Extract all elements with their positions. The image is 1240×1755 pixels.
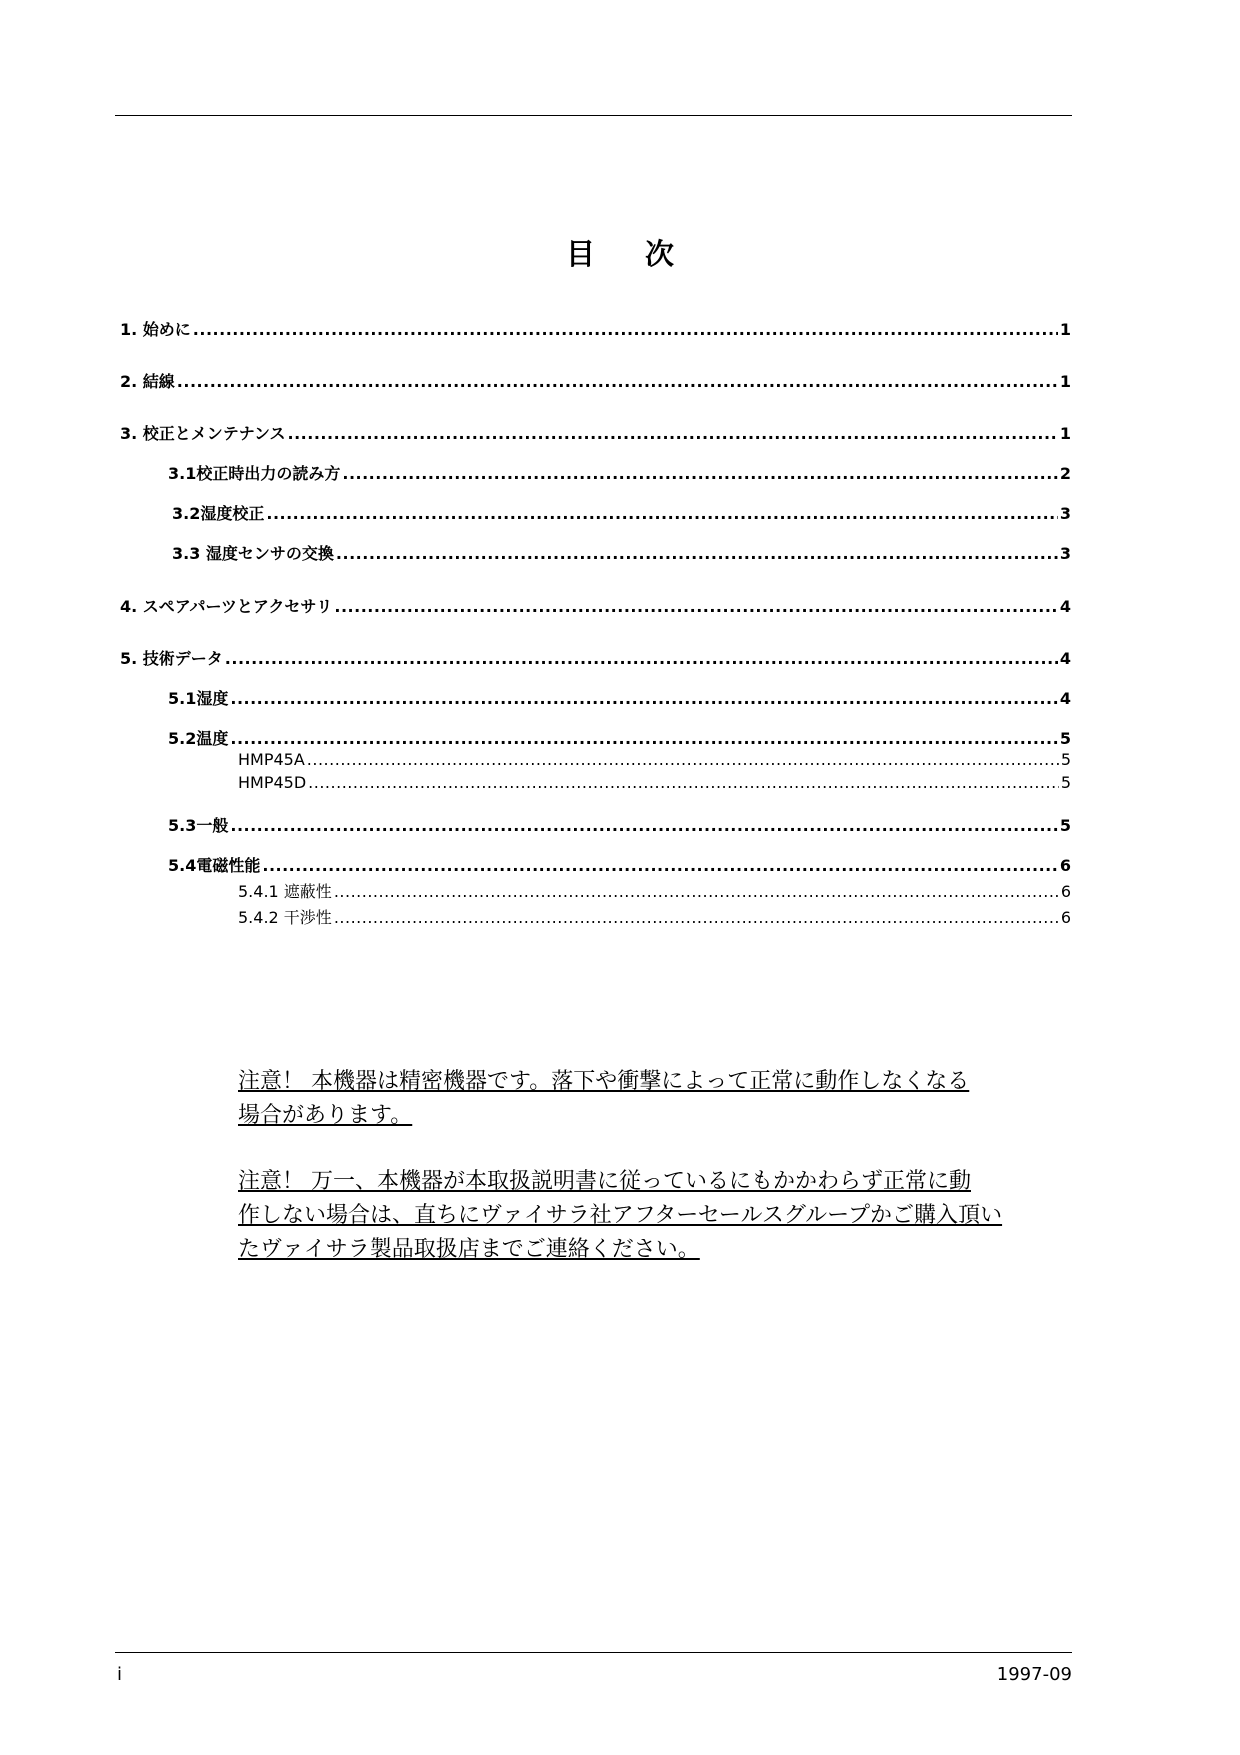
toc-entry-label: 5. 技術データ — [120, 649, 223, 668]
toc-leader — [177, 372, 1058, 391]
toc-entry[interactable] — [168, 686, 1071, 709]
toc-entry[interactable] — [120, 369, 1071, 392]
toc-entry[interactable] — [172, 501, 1071, 524]
toc-entry-label: 5.4.1 遮蔽性 — [238, 882, 332, 901]
caution-notice-drop — [238, 1065, 1072, 1133]
toc-entry-page: 2 — [1059, 464, 1071, 483]
toc-entry-label: 5.3一般 — [168, 816, 229, 835]
toc-entry-label: 5.4電磁性能 — [168, 856, 261, 875]
toc-entry[interactable] — [168, 726, 1071, 749]
toc-entry-page: 4 — [1059, 649, 1071, 668]
toc-leader — [193, 320, 1058, 339]
caution-notice-service — [238, 1165, 1072, 1267]
toc-entry[interactable] — [168, 461, 1071, 484]
toc-entry-label: 5.2温度 — [168, 729, 229, 748]
toc-leader — [342, 464, 1058, 483]
toc-entry-page: 5 — [1060, 773, 1071, 792]
toc-entry[interactable] — [238, 905, 1071, 928]
toc-leader — [308, 773, 1059, 792]
toc-entry-page: 5 — [1060, 750, 1071, 769]
toc-entry-label: 2. 結線 — [120, 372, 175, 391]
toc-entry[interactable] — [120, 317, 1071, 340]
notice-line: 場合があります。 — [238, 1103, 413, 1128]
toc-entry-page: 1 — [1059, 424, 1071, 443]
toc-entry-page: 6 — [1060, 908, 1071, 927]
toc-entry-label: 3.1校正時出力の読み方 — [168, 464, 341, 483]
toc-leader — [334, 597, 1057, 616]
footer-date: 1997-09 — [996, 1664, 1072, 1685]
toc-entry-label: 3.3 湿度センサの交換 — [172, 544, 334, 563]
toc-leader — [262, 856, 1058, 875]
toc-entry[interactable] — [120, 594, 1071, 617]
toc-entry-page: 5 — [1059, 729, 1071, 748]
toc-entry-page: 6 — [1060, 882, 1071, 901]
toc-entry-label: HMP45A — [238, 750, 305, 769]
toc-leader — [336, 544, 1058, 563]
toc-entry[interactable] — [168, 813, 1071, 836]
toc-leader — [334, 882, 1059, 901]
toc-entry-page: 5 — [1059, 816, 1071, 835]
toc-entry[interactable] — [168, 853, 1071, 876]
toc-entry-label: 3. 校正とメンテナンス — [120, 424, 286, 443]
toc-entry-label: 3.2湿度校正 — [172, 504, 265, 523]
toc-entry-page: 3 — [1059, 544, 1071, 563]
notice-line: 作しない場合は、直ちにヴァイサラ社アフターセールスグループかご購入頂い — [238, 1203, 1003, 1228]
toc-leader — [230, 816, 1058, 835]
toc-entry-page: 4 — [1059, 597, 1071, 616]
toc-entry-label: 5.4.2 干渉性 — [238, 908, 332, 927]
toc-entry-page: 1 — [1059, 320, 1071, 339]
toc-entry[interactable] — [172, 541, 1071, 564]
footer-rule — [115, 1652, 1072, 1653]
footer-page-number: i — [117, 1664, 123, 1685]
toc-leader — [266, 504, 1058, 523]
toc-entry-label: 5.1湿度 — [168, 689, 229, 708]
toc-entry[interactable] — [120, 646, 1071, 669]
toc-entry-page: 3 — [1059, 504, 1071, 523]
notice-line: たヴァイサラ製品取扱店までご連絡ください。 — [238, 1237, 700, 1262]
toc-leader — [225, 649, 1058, 668]
toc-entry-page: 6 — [1059, 856, 1071, 875]
notice-line: 注意！ 万一、本機器が本取扱説明書に従っているにもかかわらず正常に動 — [238, 1169, 971, 1194]
toc-leader — [307, 750, 1059, 769]
toc-entry-page: 1 — [1059, 372, 1071, 391]
toc-entry[interactable] — [238, 750, 1071, 769]
toc-entry[interactable] — [238, 879, 1071, 902]
toc-entry-page: 4 — [1059, 689, 1071, 708]
toc-entry[interactable] — [238, 773, 1071, 792]
page-title: 目 次 — [565, 237, 695, 271]
toc-leader — [288, 424, 1058, 443]
toc-leader — [334, 908, 1059, 927]
toc-entry-label: HMP45D — [238, 773, 307, 792]
toc-entry-label: 1. 始めに — [120, 320, 191, 339]
toc-entry[interactable] — [120, 421, 1071, 444]
notice-line: 注意！ 本機器は精密機器です。落下や衝撃によって正常に動作しなくなる — [238, 1069, 970, 1094]
toc-leader — [230, 729, 1058, 748]
toc-entry-label: 4. スペアパーツとアクセサリ — [120, 597, 333, 616]
toc-leader — [230, 689, 1058, 708]
header-rule — [115, 115, 1072, 116]
